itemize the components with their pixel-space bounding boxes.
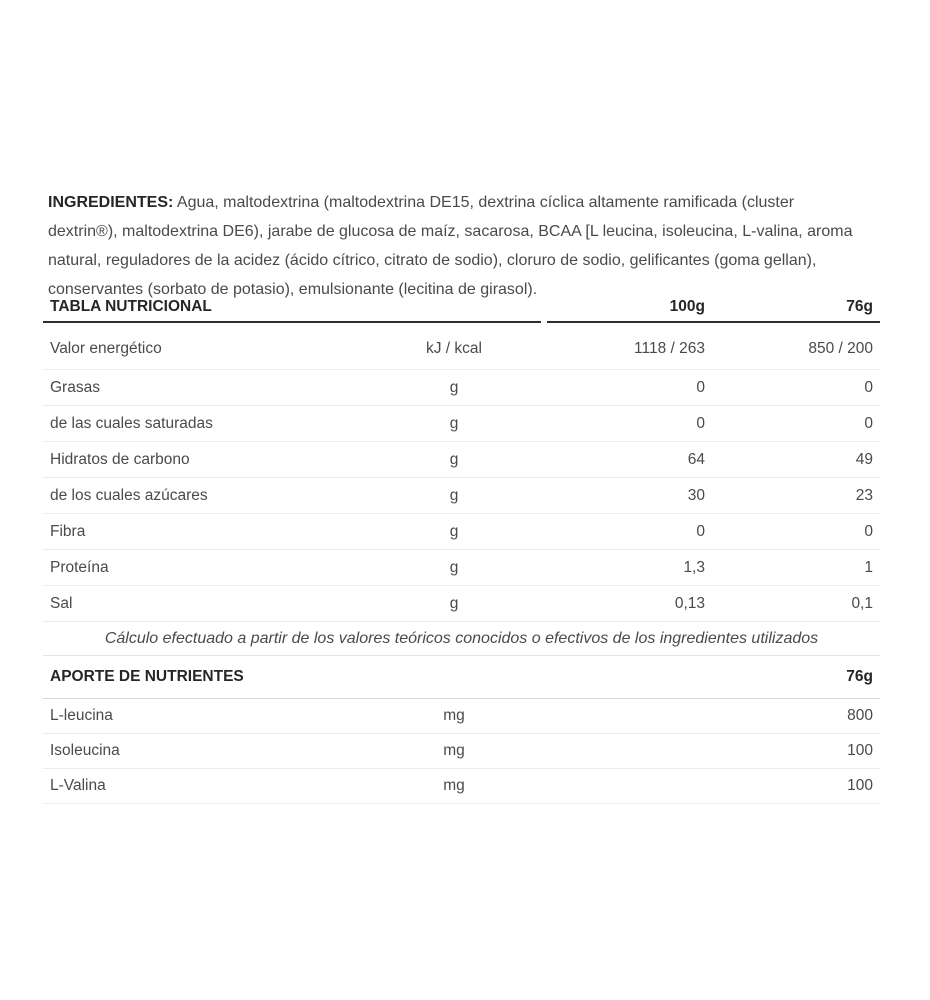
row-label: Valor energético	[50, 340, 162, 357]
row-label: de las cuales saturadas	[50, 414, 213, 432]
row-unit: kJ / kcal	[426, 340, 482, 357]
row-label: Sal	[50, 594, 73, 612]
row-unit: g	[449, 450, 459, 468]
row-value-76g: 0	[864, 378, 873, 396]
row-value-76g: 800	[847, 707, 873, 724]
row-unit: g	[449, 522, 459, 540]
row-unit: mg	[443, 777, 465, 794]
row-value-76g: 23	[855, 486, 873, 504]
row-unit: g	[449, 414, 459, 432]
ingredients-paragraph	[48, 188, 854, 304]
row-label: Grasas	[50, 378, 100, 396]
row-value-100g: 0,13	[674, 594, 705, 612]
row-value-76g: 0	[864, 414, 873, 432]
nutrition-table-title: TABLA NUTRICIONAL	[43, 292, 541, 323]
row-value-76g: 0,1	[851, 594, 873, 612]
row-label: de los cuales azúcares	[50, 486, 208, 504]
row-value-76g: 0	[864, 522, 873, 540]
row-unit: mg	[443, 707, 465, 724]
nutrients-column-header-76g: 76g	[846, 668, 873, 685]
row-value-100g: 0	[696, 522, 705, 540]
row-label: Fibra	[50, 522, 86, 540]
ingredients-text: Agua, maltodextrina (maltodextrina DE15, dextrina cíclica altamente ramificada (cluster dextrin®), maltodextrina DE6), jarabe de glucosa de maíz, sacarosa, BCAA [L leucina, isoleucina, L-valina, aroma natural, reguladores de la acidez (ácido cítrico, citrato de sodio), cloruro de sodio, gelificantes (goma gellan), conservantes (sorbato de potasio), emulsionante (lecitina de girasol).	[48, 194, 853, 298]
column-header-100g: 100g	[669, 297, 705, 315]
table-row	[43, 406, 880, 442]
nutrition-table-header-columns	[547, 292, 880, 323]
table-row	[43, 514, 880, 550]
row-value-100g: 64	[687, 450, 705, 468]
table-row	[43, 478, 880, 514]
row-value-100g: 0	[696, 414, 705, 432]
table-row	[43, 323, 880, 370]
table-row	[43, 550, 880, 586]
table-row	[43, 734, 880, 769]
row-unit: g	[449, 594, 459, 612]
row-value-76g: 100	[847, 742, 873, 759]
table-row	[43, 769, 880, 804]
ingredients-heading: INGREDIENTES:	[48, 194, 174, 211]
row-label: L-Valina	[50, 777, 106, 794]
row-value-76g: 1	[864, 558, 873, 576]
row-label: Isoleucina	[50, 742, 120, 759]
row-value-100g: 30	[687, 486, 705, 504]
nutrition-table-header	[43, 292, 880, 323]
row-unit: mg	[443, 742, 465, 759]
row-value-76g: 850 / 200	[808, 340, 873, 357]
row-value-100g: 1118 / 263	[634, 340, 705, 357]
nutrients-table-header	[43, 656, 880, 699]
table-row	[43, 370, 880, 406]
row-value-76g: 49	[855, 450, 873, 468]
calculation-footnote: Cálculo efectuado a partir de los valores teóricos conocidos o efectivos de los ingredientes utilizados	[43, 622, 880, 656]
row-label: Proteína	[50, 558, 109, 576]
table-row	[43, 699, 880, 734]
nutrients-table-title: APORTE DE NUTRIENTES	[50, 668, 244, 685]
table-row	[43, 442, 880, 478]
row-value-76g: 100	[847, 777, 873, 794]
row-unit: g	[449, 558, 459, 576]
row-label: L-leucina	[50, 707, 113, 724]
row-unit: g	[449, 486, 459, 504]
column-header-76g: 76g	[846, 297, 873, 315]
row-value-100g: 0	[696, 378, 705, 396]
row-value-100g: 1,3	[683, 558, 705, 576]
row-unit: g	[449, 378, 459, 396]
tables-block	[43, 292, 880, 804]
row-label: Hidratos de carbono	[50, 450, 190, 468]
table-row	[43, 586, 880, 622]
